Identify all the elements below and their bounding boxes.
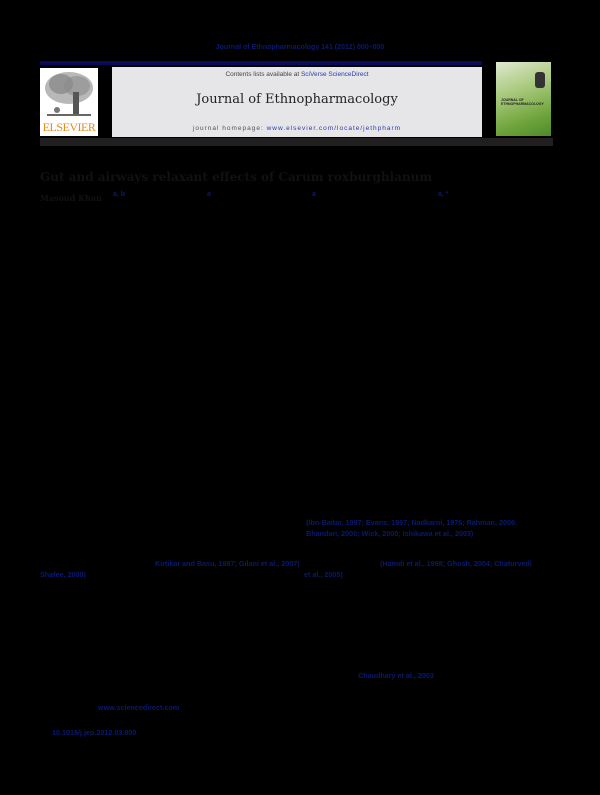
publisher-name: ELSEVIER [42,120,96,134]
sciencedirect-url-link[interactable]: www.sciencedirect.com [98,703,180,712]
doi-link[interactable]: 10.1016/j.jep.2012.03.000 [52,728,137,737]
citation-link[interactable]: Chaudhary et al., 2003 [358,671,434,680]
article-title: Gut and airways relaxant effects of Carum roxburghianum [40,170,433,184]
affiliation-marker[interactable]: a, b [113,191,126,198]
elsevier-tree-icon [43,70,95,120]
header-top-rule [40,61,482,65]
citation-link[interactable]: (Ibn-Baitar, 1997; Evans, 1997; Nadkarni, 1976; Rahman, 2006; [306,518,518,527]
sciencedirect-link[interactable]: SciVerse ScienceDirect [300,71,369,78]
author-line [40,193,102,203]
homepage-line [112,125,482,132]
citation-link[interactable]: Bhandari, 2000; Wick, 2000; Ishikawa et al., 2003) [306,529,474,538]
contents-line [112,71,482,78]
citation-link[interactable]: Shafee, 2008) [40,570,86,579]
citation-link[interactable]: et al., 2005) [304,570,343,579]
journal-cover-image [496,62,551,136]
first-author: Masoud Khan [40,193,102,203]
journal-header-box [112,67,482,137]
journal-citation-line[interactable]: Journal of Ethnopharmacology 141 (2012) 000–000 [215,44,385,51]
homepage-prefix: journal homepage: [192,125,267,132]
citation-link[interactable]: (Hamdi et al., 1998; Ghosh, 2004; Chaturvedi [380,559,532,568]
cover-title: JOURNAL OF ETHNOPHARMACOLOGY [501,98,544,106]
journal-title: Journal of Ethnopharmacology [196,92,398,107]
contents-prefix: Contents lists available at [225,71,301,78]
citation-link[interactable]: Kirtikar and Basu, 1987; Gilani et al., 2007) [155,559,300,568]
affiliation-marker[interactable]: a [312,191,316,198]
homepage-link[interactable]: www.elsevier.com/locate/jethpharm [266,125,402,132]
header-bottom-rule [40,138,553,146]
affiliation-marker[interactable]: a [207,191,211,198]
affiliation-marker[interactable]: a, * [438,191,449,198]
elsevier-logo [40,68,98,136]
cover-crest-icon [535,72,545,88]
